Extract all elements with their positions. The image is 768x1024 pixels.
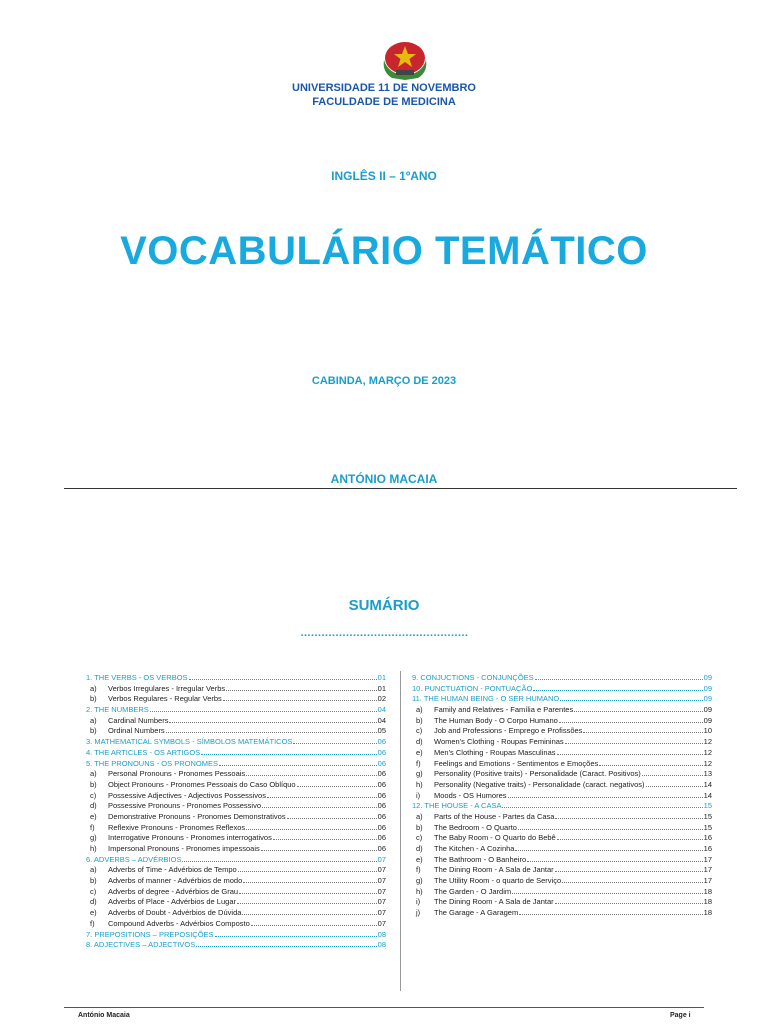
- toc-item-label: 7. PREPOSITIONS – PREPOSIÇÕES: [86, 929, 214, 939]
- toc-section-link[interactable]: [86, 748, 386, 759]
- toc-item-label: Cardinal Numbers: [108, 715, 169, 725]
- toc-item-index: d): [416, 737, 423, 747]
- toc-dot-leader: [242, 908, 376, 915]
- toc-page-number: 17: [703, 865, 712, 875]
- toc-page-number: 16: [703, 844, 712, 853]
- toc-subsection-link[interactable]: [86, 919, 386, 930]
- toc-dot-leader: [565, 737, 703, 744]
- toc-item-index: b): [90, 694, 97, 704]
- toc-section-link[interactable]: [86, 673, 386, 684]
- toc-page-number: 06: [377, 822, 386, 832]
- toc-item-label: Personality (Positive traits) - Personalidade (Caract. Positivos): [434, 769, 641, 779]
- toc-item-label: 11. THE HUMAN BEING - O SER HUMANO: [412, 694, 560, 704]
- toc-subsection-link[interactable]: [412, 908, 712, 919]
- toc-item-index: a): [416, 811, 423, 821]
- toc-item-label: Adverbs of Place - Advérbios de Lugar: [108, 897, 236, 907]
- toc-item-label: The Dining Room - A Sala de Jantar: [434, 865, 554, 875]
- toc-dot-leader: [262, 801, 377, 808]
- toc-subsection-link[interactable]: [412, 887, 712, 898]
- toc-section-link[interactable]: [86, 705, 386, 716]
- toc-page-number: 06: [377, 758, 386, 768]
- toc-item-index: f): [90, 918, 95, 928]
- toc-dot-leader: [196, 940, 376, 947]
- toc-subsection-link[interactable]: [86, 865, 386, 876]
- toc-item-index: e): [416, 854, 423, 864]
- toc-subsection-link[interactable]: [412, 759, 712, 770]
- toc-item-index: c): [416, 833, 423, 843]
- toc-dot-leader: [527, 855, 703, 862]
- toc-section-link[interactable]: [412, 694, 712, 705]
- toc-item-label: Compound Adverbs - Advérbios Composto: [108, 918, 250, 928]
- toc-subsection-link[interactable]: [86, 791, 386, 802]
- toc-item-label: 2. THE NUMBERS: [86, 705, 149, 715]
- toc-item-label: Impersonal Pronouns - Pronomes impessoais: [108, 844, 260, 853]
- toc-item-label: 1. THE VERBS - OS VERBOS: [86, 673, 188, 682]
- toc-dot-leader: [223, 694, 377, 701]
- toc-item-index: d): [90, 897, 97, 907]
- toc-subsection-link[interactable]: [412, 897, 712, 908]
- toc-item-index: i): [416, 897, 421, 907]
- toc-item-index: d): [416, 844, 423, 853]
- toc-dot-leader: [599, 759, 702, 766]
- toc-item-label: Women's Clothing - Roupas Femininas: [434, 737, 564, 747]
- toc-item-index: a): [90, 715, 97, 725]
- toc-item-label: Possessive Pronouns - Pronomes Possessivo: [108, 801, 261, 811]
- toc-item-label: The Dining Room - A Sala de Jantar: [434, 897, 554, 907]
- toc-page-number: 16: [703, 833, 712, 843]
- toc-page-number: 07: [377, 865, 386, 875]
- toc-page-number: 06: [377, 737, 386, 747]
- institution-heading: [0, 81, 768, 109]
- toc-dot-leader: [533, 684, 702, 691]
- toc-dot-leader: [293, 737, 376, 744]
- toc-dot-leader: [246, 823, 377, 830]
- toc-dot-leader: [215, 930, 377, 937]
- toc-subsection-link[interactable]: [86, 716, 386, 727]
- toc-item-index: a): [416, 705, 423, 715]
- toc-dot-leader: [562, 876, 703, 883]
- toc-dot-leader: [251, 919, 377, 926]
- toc-item-index: a): [90, 683, 97, 693]
- toc-dot-leader: [583, 726, 702, 733]
- toc-subsection-link[interactable]: [412, 769, 712, 780]
- toc-item-index: e): [90, 908, 97, 918]
- toc-dot-leader: [555, 897, 703, 904]
- toc-item-label: 3. MATHEMATICAL SYMBOLS - SÍMBOLOS MATEMÁTICOS: [86, 737, 293, 747]
- toc-page-number: 06: [377, 769, 386, 779]
- toc-item-index: c): [90, 790, 97, 800]
- toc-item-index: h): [416, 779, 423, 789]
- summary-heading: SUMÁRIO: [348, 597, 420, 614]
- toc-page-number: 12: [703, 747, 712, 757]
- toc-subsection-link[interactable]: [412, 737, 712, 748]
- toc-dot-leader: [166, 726, 377, 733]
- toc-left-column: [86, 673, 386, 951]
- toc-page-number: 09: [703, 673, 712, 682]
- toc-dot-leader: [502, 801, 702, 808]
- toc-item-label: 4. THE ARTICLES - OS ARTIGOS: [86, 747, 201, 757]
- toc-item-index: f): [416, 758, 421, 768]
- toc-item-label: Personal Pronouns - Pronomes Pessoais: [108, 769, 246, 779]
- toc-item-label: Interrogative Pronouns - Pronomes interrogativos: [108, 833, 272, 843]
- toc-section-link[interactable]: [412, 801, 712, 812]
- toc-dot-leader: [515, 844, 702, 851]
- toc-subsection-link[interactable]: [86, 812, 386, 823]
- university-emblem-icon: [378, 40, 432, 82]
- course-label: INGLÊS II – 1ºANO: [331, 169, 437, 183]
- toc-page-number: 07: [377, 897, 386, 907]
- footer-page-number: Page i: [670, 1012, 691, 1019]
- toc-dot-leader: [246, 769, 377, 776]
- toc-dot-leader: [646, 780, 703, 787]
- toc-page-number: 05: [377, 726, 386, 736]
- toc-item-index: b): [416, 715, 423, 725]
- toc-item-index: c): [416, 726, 423, 736]
- toc-item-index: b): [90, 726, 97, 736]
- toc-item-label: Men's Clothing - Roupas Masculinas: [434, 747, 556, 757]
- toc-page-number: 07: [377, 908, 386, 918]
- toc-page-number: 14: [703, 790, 712, 800]
- toc-page-number: 18: [703, 897, 712, 907]
- toc-dot-leader: [559, 716, 703, 723]
- toc-item-index: i): [416, 790, 421, 800]
- toc-item-index: g): [416, 876, 423, 886]
- toc-column-divider: [400, 671, 401, 991]
- toc-subsection-link[interactable]: [86, 897, 386, 908]
- toc-subsection-link[interactable]: [412, 716, 712, 727]
- toc-item-index: c): [90, 886, 97, 896]
- toc-page-number: 08: [377, 929, 386, 939]
- toc-item-label: The Kitchen - A Cozinha: [434, 844, 515, 853]
- toc-subsection-link[interactable]: [86, 684, 386, 695]
- toc-item-label: Reflexive Pronouns - Pronomes Reflexos: [108, 822, 246, 832]
- toc-page-number: 07: [377, 886, 386, 896]
- toc-item-label: Adverbs of manner - Advérbios de modo: [108, 876, 243, 886]
- toc-subsection-link[interactable]: [412, 780, 712, 791]
- toc-page-number: 06: [377, 747, 386, 757]
- toc-page-number: 13: [703, 769, 712, 779]
- toc-item-label: Possessive Adjectives - Adjectivos Possessivos: [108, 790, 266, 800]
- toc-item-label: Feelings and Emotions - Sentimentos e Emoções: [434, 758, 599, 768]
- toc-item-label: The Baby Room - O Quarto do Bebê: [434, 833, 556, 843]
- toc-section-link[interactable]: [412, 673, 712, 684]
- toc-subsection-link[interactable]: [412, 876, 712, 887]
- toc-subsection-link[interactable]: [412, 844, 712, 855]
- toc-page-number: 12: [703, 758, 712, 768]
- toc-page-number: 09: [703, 705, 712, 715]
- toc-item-label: Verbos Regulares - Regular Verbs: [108, 694, 222, 704]
- toc-dot-leader: [238, 865, 377, 872]
- table-of-contents: [84, 671, 716, 991]
- toc-section-link[interactable]: [412, 684, 712, 695]
- toc-item-index: f): [416, 865, 421, 875]
- toc-page-number: 17: [703, 854, 712, 864]
- toc-page-number: 06: [377, 811, 386, 821]
- toc-dot-leader: [555, 812, 702, 819]
- toc-page-number: 15: [703, 801, 712, 811]
- toc-dot-leader: [557, 748, 703, 755]
- toc-page-number: 18: [703, 886, 712, 896]
- toc-item-index: f): [90, 822, 95, 832]
- toc-dot-leader: [518, 823, 703, 830]
- toc-subsection-link[interactable]: [86, 887, 386, 898]
- toc-item-label: 6. ADVERBS – ADVÉRBIOS: [86, 854, 182, 864]
- toc-item-index: b): [90, 779, 97, 789]
- toc-dot-leader: [150, 705, 377, 712]
- toc-section-link[interactable]: [86, 737, 386, 748]
- toc-subsection-link[interactable]: [412, 748, 712, 759]
- toc-item-index: j): [416, 908, 421, 918]
- toc-page-number: 07: [377, 876, 386, 886]
- toc-dot-leader: [237, 897, 377, 904]
- toc-subsection-link[interactable]: [412, 791, 712, 802]
- toc-right-column: [412, 673, 712, 919]
- toc-dot-leader: [189, 673, 377, 680]
- toc-item-index: a): [90, 769, 97, 779]
- toc-section-link[interactable]: [86, 940, 386, 951]
- toc-dot-leader: [557, 833, 703, 840]
- toc-dot-leader: [508, 791, 703, 798]
- toc-item-label: Demonstrative Pronouns - Pronomes Demonstrativos: [108, 811, 286, 821]
- toc-item-index: e): [90, 811, 97, 821]
- toc-page-number: 14: [703, 779, 712, 789]
- university-name: UNIVERSIDADE 11 DE NOVEMBRO: [292, 82, 476, 94]
- toc-page-number: 07: [377, 854, 386, 864]
- toc-item-label: The Garden - O Jardim: [434, 886, 512, 896]
- toc-dot-leader: [182, 855, 376, 862]
- toc-dot-leader: [560, 694, 702, 701]
- toc-dot-leader: [287, 812, 377, 819]
- toc-subsection-link[interactable]: [412, 823, 712, 834]
- toc-item-index: e): [416, 747, 423, 757]
- toc-page-number: 01: [377, 673, 386, 682]
- toc-item-label: 12. THE HOUSE - A CASA: [412, 801, 502, 811]
- toc-item-label: Parts of the House - Partes da Casa: [434, 811, 555, 821]
- toc-dot-leader: [201, 748, 376, 755]
- footer-author: António Macaia: [78, 1012, 130, 1019]
- author-name: ANTÓNIO MACAIA: [330, 472, 438, 486]
- toc-dot-leader: [574, 705, 702, 712]
- toc-dot-leader: [261, 844, 377, 851]
- toc-page-number: 15: [703, 822, 712, 832]
- toc-dot-leader: [267, 791, 377, 798]
- footer-divider: [64, 1007, 704, 1008]
- toc-page-number: 04: [377, 715, 386, 725]
- toc-item-label: Ordinal Numbers: [108, 726, 165, 736]
- toc-item-index: g): [416, 769, 423, 779]
- toc-item-label: The Utility Room - o quarto de Serviço: [434, 876, 562, 886]
- toc-page-number: 15: [703, 811, 712, 821]
- toc-section-link[interactable]: [86, 930, 386, 941]
- toc-subsection-link[interactable]: [86, 844, 386, 855]
- toc-subsection-link[interactable]: [86, 823, 386, 834]
- toc-item-index: a): [90, 865, 97, 875]
- toc-item-label: Verbos Irregulares - Irregular Verbs: [108, 683, 226, 693]
- toc-item-label: Job and Professions - Emprego e Profissões: [434, 726, 583, 736]
- toc-dot-leader: [239, 887, 377, 894]
- toc-page-number: 06: [377, 790, 386, 800]
- toc-subsection-link[interactable]: [86, 780, 386, 791]
- toc-dot-leader: [219, 759, 377, 766]
- toc-item-label: The Bedroom - O Quarto: [434, 822, 517, 832]
- toc-item-label: Family and Relatives - Família e Parentes: [434, 705, 574, 715]
- toc-page-number: 04: [377, 705, 386, 715]
- toc-subsection-link[interactable]: [412, 865, 712, 876]
- toc-item-index: h): [90, 844, 97, 853]
- place-date: CABINDA, MARÇO DE 2023: [311, 375, 457, 387]
- toc-dot-leader: [273, 833, 377, 840]
- toc-page-number: 01: [377, 683, 386, 693]
- toc-item-label: Adverbs of degree - Advérbios de Grau: [108, 886, 239, 896]
- toc-item-label: 8. ADJECTIVES – ADJECTIVOS: [86, 940, 196, 950]
- toc-subsection-link[interactable]: [86, 908, 386, 919]
- toc-item-index: b): [416, 822, 423, 832]
- toc-section-link[interactable]: [86, 855, 386, 866]
- document-title: VOCABULÁRIO TEMÁTICO: [120, 229, 648, 273]
- toc-dot-leader: [169, 716, 376, 723]
- toc-item-label: Personality (Negative traits) - Personalidade (caract. negativos): [434, 779, 645, 789]
- toc-page-number: 02: [377, 694, 386, 704]
- toc-page-number: 17: [703, 876, 712, 886]
- toc-item-label: Adverbs of Doubt - Advérbios de Dúvida: [108, 908, 242, 918]
- toc-item-index: d): [90, 801, 97, 811]
- toc-page-number: 12: [703, 737, 712, 747]
- toc-item-label: The Bathroom - O Banheiro: [434, 854, 527, 864]
- toc-subsection-link[interactable]: [412, 855, 712, 866]
- toc-subsection-link[interactable]: [86, 833, 386, 844]
- toc-item-index: b): [90, 876, 97, 886]
- toc-item-label: Adverbs of Time - Advérbios de Tempo: [108, 865, 237, 875]
- toc-page-number: 09: [703, 683, 712, 693]
- toc-dot-leader: [297, 780, 377, 787]
- toc-page-number: 06: [377, 844, 386, 853]
- toc-item-label: Moods - OS Humores: [434, 790, 507, 800]
- summary-dots: …………………………………………: [300, 627, 468, 639]
- toc-page-number: 06: [377, 833, 386, 843]
- toc-subsection-link[interactable]: [86, 694, 386, 705]
- toc-item-label: The Human Body - O Corpo Humano: [434, 715, 558, 725]
- toc-item-index: g): [90, 833, 97, 843]
- toc-item-label: The Garage - A Garagem: [434, 908, 519, 918]
- toc-dot-leader: [642, 769, 703, 776]
- toc-page-number: 06: [377, 801, 386, 811]
- toc-dot-leader: [512, 887, 703, 894]
- toc-subsection-link[interactable]: [412, 833, 712, 844]
- toc-page-number: 06: [377, 779, 386, 789]
- title-divider: [64, 488, 737, 489]
- toc-item-index: h): [416, 886, 423, 896]
- toc-dot-leader: [519, 908, 702, 915]
- toc-dot-leader: [555, 865, 703, 872]
- toc-page-number: 08: [377, 940, 386, 950]
- toc-page-number: 10: [703, 726, 712, 736]
- toc-page-number: 07: [377, 918, 386, 928]
- toc-item-label: 5. THE PRONOUNS - OS PRONOMES: [86, 758, 218, 768]
- toc-subsection-link[interactable]: [412, 726, 712, 737]
- toc-section-link[interactable]: [86, 759, 386, 770]
- toc-item-label: 10. PUNCTUATION - PONTUAÇÃO: [412, 683, 533, 693]
- toc-page-number: 09: [703, 715, 712, 725]
- toc-subsection-link[interactable]: [412, 705, 712, 716]
- toc-dot-leader: [226, 684, 377, 691]
- toc-subsection-link[interactable]: [86, 876, 386, 887]
- toc-subsection-link[interactable]: [412, 812, 712, 823]
- toc-subsection-link[interactable]: [86, 726, 386, 737]
- toc-subsection-link[interactable]: [86, 769, 386, 780]
- toc-page-number: 18: [703, 908, 712, 918]
- toc-item-label: 9. CONJUCTIONS - CONJUNÇÕES: [412, 673, 534, 682]
- toc-dot-leader: [243, 876, 376, 883]
- toc-item-label: Object Pronouns - Pronomes Pessoais do Caso Oblíquo: [108, 779, 296, 789]
- toc-page-number: 09: [703, 694, 712, 704]
- toc-subsection-link[interactable]: [86, 801, 386, 812]
- toc-dot-leader: [535, 673, 703, 680]
- faculty-name: FACULDADE DE MEDICINA: [312, 96, 456, 108]
